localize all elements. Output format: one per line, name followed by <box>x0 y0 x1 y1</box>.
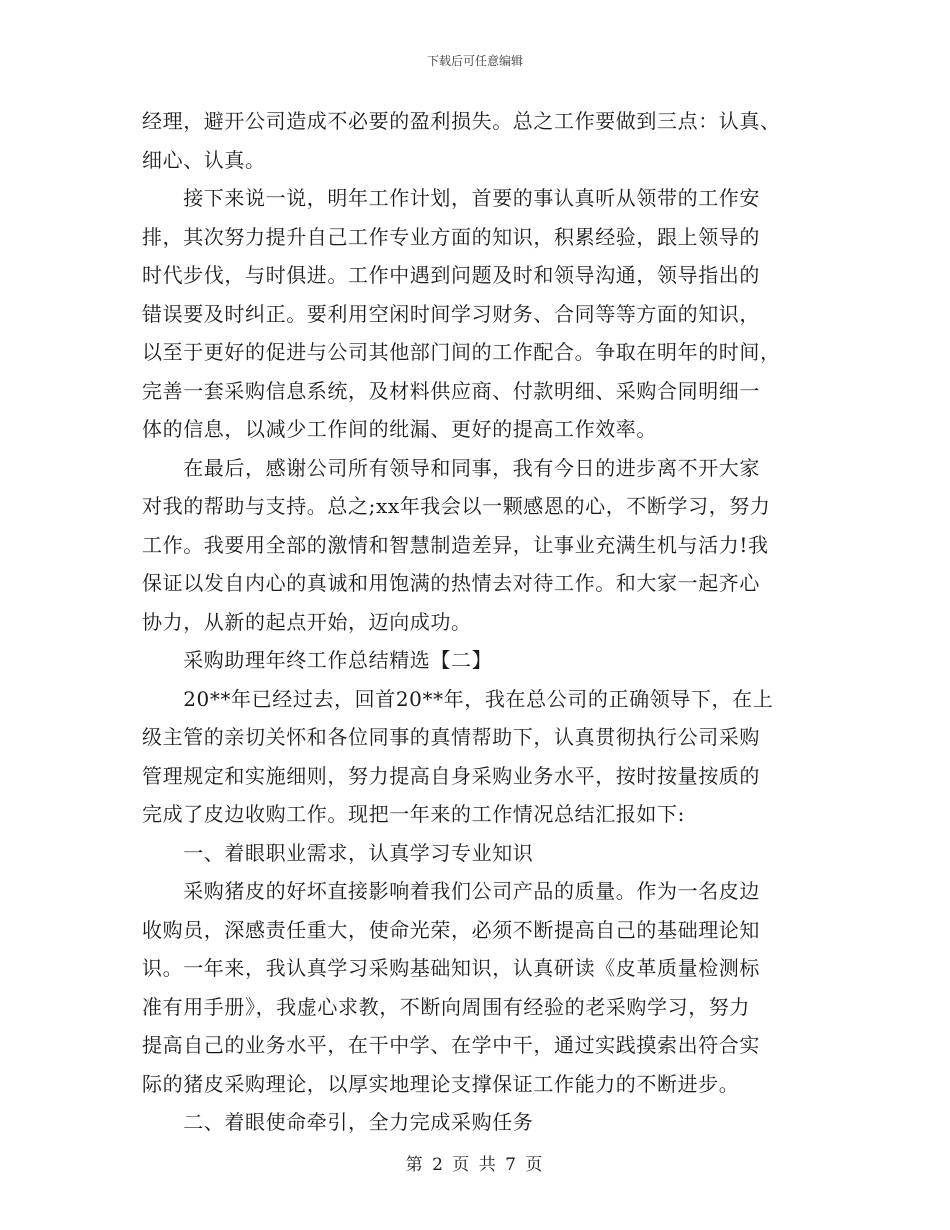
text-line: 错误要及时纠正。要利用空闲时间学习财务、合同等等方面的知识， <box>142 301 760 326</box>
text-line: 保证以发自内心的真诚和用饱满的热情去对待工作。和大家一起齐心 <box>142 571 760 595</box>
text-line: 20**年已经过去，回首20**年，我在总公司的正确领导下，在上 <box>142 686 774 711</box>
text-line: 对我的帮助与支持。总之;xx年我会以一颗感恩的心，不断学习，努力 <box>142 494 771 518</box>
text-line: 协力，从新的起点开始，迈向成功。 <box>142 609 472 634</box>
page-number: 第 2 页 共 7 页 <box>405 1155 545 1175</box>
text-line: 识。一年来，我认真学习采购基础知识，认真研读《皮革质量检测标 <box>142 956 760 980</box>
text-line: 以至于更好的促进与公司其他部门间的工作配合。争取在明年的时间， <box>142 340 781 364</box>
header-note: 下载后可任意编辑 <box>426 54 523 68</box>
text-line: 管理规定和实施细则，努力提高自身采购业务水平，按时按量按质的 <box>142 763 760 788</box>
text-line: 采购猪皮的好坏直接影响着我们公司产品的质量。作为一名皮边 <box>142 879 760 903</box>
subsection-heading: 二、着眼使命牵引，全力完成采购任务 <box>142 1110 534 1134</box>
text-line: 提高自己的业务水平，在干中学、在学中干，通过实践摸索出符合实 <box>142 1033 760 1057</box>
text-line: 经理，避开公司造成不必要的盈利损失。总之工作要做到三点：认真、 <box>142 109 781 133</box>
text-line: 际的猪皮采购理论，以厚实地理论支撑保证工作能力的不断进步。 <box>142 1071 740 1096</box>
text-line: 细心、认真。 <box>142 147 266 172</box>
text-line: 级主管的亲切关怀和各位同事的真情帮助下，认真贯彻执行公司采购 <box>142 725 760 749</box>
body-text <box>142 102 812 1142</box>
section-heading: 采购助理年终工作总结精选【二】 <box>142 648 493 672</box>
subsection-heading: 一、着眼职业需求，认真学习专业知识 <box>142 840 534 865</box>
text-line: 完成了皮边收购工作。现把一年来的工作情况总结汇报如下: <box>142 802 685 826</box>
text-line: 准有用手册》，我虚心求教，不断向周围有经验的老采购学习，努力 <box>142 994 750 1019</box>
text-line: 排，其次努力提升自己工作专业方面的知识，积累经验，跟上领导的 <box>142 224 760 249</box>
text-line: 时代步伐，与时俱进。工作中遇到问题及时和领导沟通，领导指出的 <box>142 263 760 287</box>
text-line: 工作。我要用全部的激情和智慧制造差异，让事业充满生机与活力!我 <box>142 532 769 557</box>
text-line: 收购员，深感责任重大，使命光荣，必须不断提高自己的基础理论知 <box>142 917 760 942</box>
text-line: 在最后，感谢公司所有领导和同事，我有今日的进步离不开大家 <box>142 455 760 480</box>
text-line: 完善一套采购信息系统，及材料供应商、付款明细、采购合同明细一 <box>142 378 760 403</box>
text-line: 体的信息，以减少工作间的纰漏、更好的提高工作效率。 <box>142 417 657 441</box>
text-line: 接下来说一说，明年工作计划，首要的事认真听从领带的工作安 <box>142 186 760 210</box>
